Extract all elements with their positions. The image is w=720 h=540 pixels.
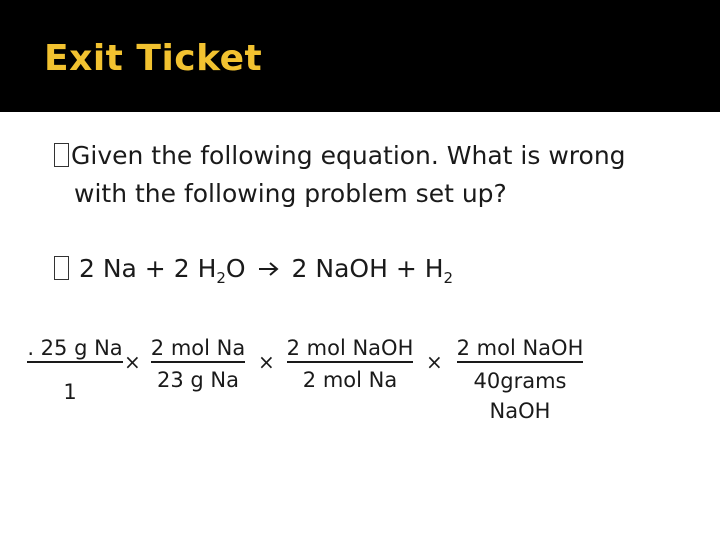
question-bullet xyxy=(54,137,694,213)
fraction-3-denominator: 2 mol Na xyxy=(302,368,398,392)
fraction-2-denominator: 23 g Na xyxy=(157,368,239,392)
multiply-sign-2: × xyxy=(258,350,275,374)
question-line-2: with the following problem set up? xyxy=(74,179,507,208)
h2o: $H_2O$ xyxy=(197,254,246,287)
plus-2: + xyxy=(395,254,417,283)
title-bar xyxy=(0,0,720,112)
h2: $H_2$ xyxy=(424,254,454,287)
fraction-4-denominator xyxy=(450,366,590,426)
fraction-4-denominator-line-2: NaOH xyxy=(489,399,551,423)
question-line-1: Given the following equation. What is wrong xyxy=(71,141,626,170)
right-arrow-icon xyxy=(258,250,280,288)
bullet-icon xyxy=(54,256,69,280)
fraction-2-numerator: 2 mol Na xyxy=(151,336,245,363)
multiply-sign-3: × xyxy=(426,350,443,374)
multiply-sign-1: × xyxy=(124,350,141,374)
plus-1: + xyxy=(144,254,166,283)
dimensional-analysis-setup xyxy=(0,330,720,440)
equation-bullet xyxy=(54,250,453,288)
coef-naoh: 2 xyxy=(291,254,308,283)
fraction-1-denominator: 1 xyxy=(63,380,77,404)
naoh: NaOH xyxy=(315,254,388,283)
fraction-3-numerator: 2 mol NaOH xyxy=(287,336,414,363)
fraction-4-numerator: 2 mol NaOH xyxy=(457,336,584,363)
slide-title: Exit Ticket xyxy=(44,38,263,79)
fraction-1-numerator: . 25 g Na xyxy=(27,336,122,363)
fraction-4-denominator-line-1: 40grams xyxy=(473,369,567,393)
coef-h2o: 2 xyxy=(173,254,190,283)
na: Na xyxy=(102,254,137,283)
bullet-icon xyxy=(54,143,69,167)
coef-na: 2 xyxy=(78,254,95,283)
